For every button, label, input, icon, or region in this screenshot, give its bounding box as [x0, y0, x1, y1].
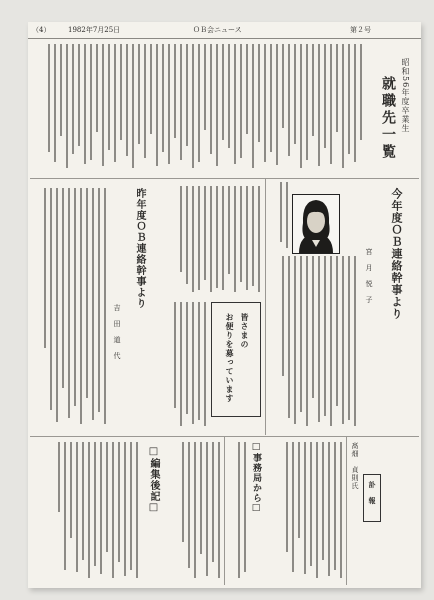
- newsletter-title: ＯＢ会ニュース: [193, 26, 242, 34]
- editorial-body: [34, 442, 138, 582]
- author-photo: [292, 194, 340, 254]
- column-divider: [265, 179, 266, 435]
- editorial-title: □編集後記□: [148, 446, 159, 514]
- upper-section-divider: [30, 178, 419, 179]
- obituary-label-box: [363, 474, 381, 522]
- letters-line-2: お便りを募っています: [225, 313, 235, 403]
- liaison-title: 今年度ＯＢ連絡幹事より: [390, 188, 403, 320]
- jobs-section-label: 昭和56年度卒業生: [401, 58, 410, 134]
- liaison-body: [272, 256, 356, 430]
- obituary-label: 訃 報: [368, 481, 377, 505]
- liaison2-author: 吉 田 道 代: [113, 304, 121, 360]
- issue-date: 1982年7月25日: [68, 26, 121, 34]
- liaison-body-top: [272, 182, 288, 252]
- office-body: [170, 442, 220, 582]
- issue-number: 第２号: [350, 26, 371, 34]
- office-title: □事務局から□: [251, 442, 261, 514]
- jobs-title: 就職先一覧: [380, 76, 396, 161]
- letters-body-bottom: [160, 302, 206, 430]
- page-header: [28, 22, 421, 39]
- office-body-right: [230, 442, 246, 582]
- jobs-list: [36, 44, 362, 172]
- page-number: （4）: [32, 26, 51, 34]
- obituary-body: [272, 442, 342, 582]
- obituary-name: 髙畑 貞則氏: [351, 442, 359, 490]
- office-divider: [224, 437, 225, 585]
- liaison-author: 宮 月 悦 子: [365, 248, 373, 304]
- letters-box: [211, 302, 261, 417]
- letters-body-top: [160, 186, 260, 296]
- newsletter-page: [28, 22, 421, 588]
- liaison2-title: 昨年度ＯＢ連絡幹事より: [134, 188, 145, 309]
- liaison2-body: [34, 188, 106, 428]
- letters-line-1: 皆さまの: [240, 313, 250, 349]
- obituary-divider: [346, 437, 347, 585]
- portrait-image: [293, 195, 339, 253]
